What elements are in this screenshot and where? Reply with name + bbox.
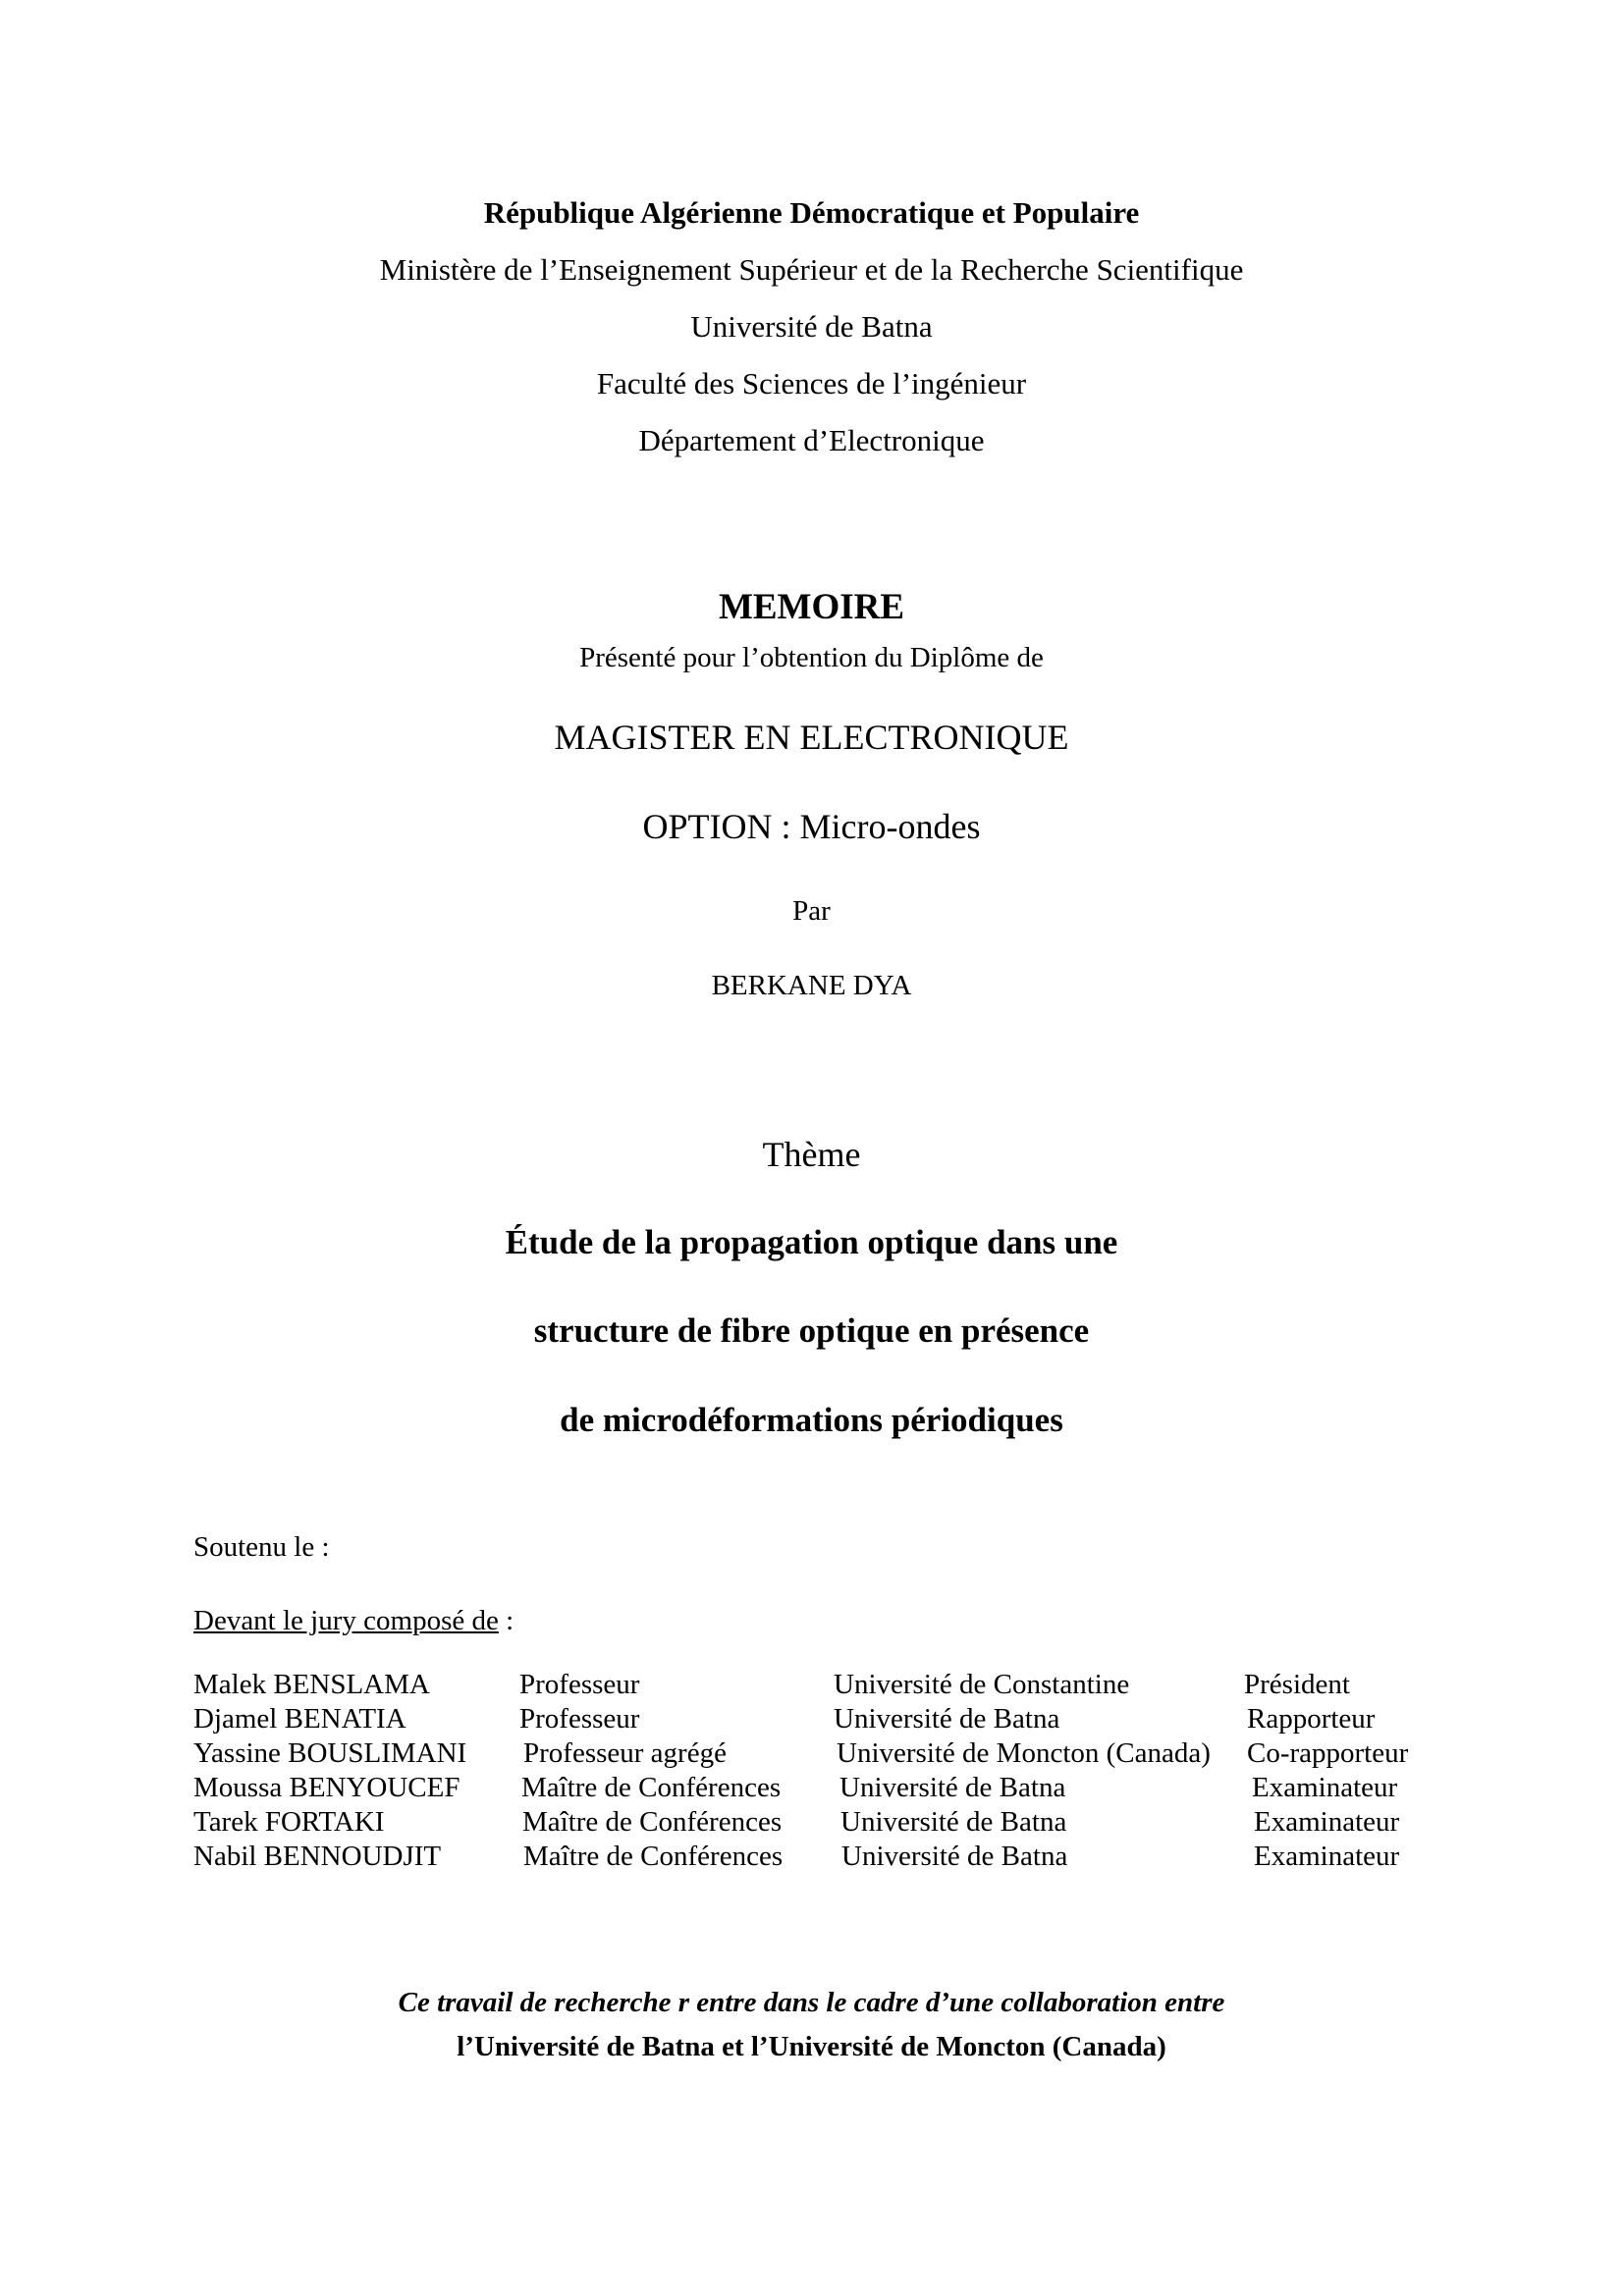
jury-title: Maître de Conférences	[522, 1806, 783, 1838]
university-line: Université de Batna	[690, 309, 933, 344]
defense-date-label: Soutenu le :	[193, 1531, 330, 1563]
jury-title: Professeur	[519, 1669, 640, 1700]
jury-name: Djamel BENATIA	[193, 1703, 406, 1735]
jury-title: Professeur agrégé	[523, 1737, 727, 1769]
republic-heading: République Algérienne Démocratique et Populaire	[483, 195, 1140, 230]
jury-name: Moussa BENYOUCEF	[193, 1772, 460, 1803]
jury-name: Tarek FORTAKI	[193, 1806, 385, 1838]
jury-role: Rapporteur	[1247, 1703, 1376, 1735]
jury-university: Université de Batna	[840, 1806, 1067, 1838]
jury-role: Examinateur	[1252, 1772, 1398, 1803]
theme-title-line-2: structure de fibre optique en présence	[533, 1311, 1090, 1350]
jury-role: Président	[1244, 1669, 1350, 1700]
by-label: Par	[792, 895, 831, 927]
memoire-title: MEMOIRE	[718, 587, 905, 627]
ministry-line: Ministère de l’Enseignement Supérieur et de la Recherche Scientifique	[379, 252, 1244, 287]
department-line: Département d’Electronique	[638, 423, 985, 457]
jury-role: Co-rapporteur	[1247, 1737, 1409, 1769]
jury-university: Université de Batna	[841, 1841, 1068, 1872]
author-name: BERKANE DYA	[711, 970, 912, 1001]
jury-title: Professeur	[519, 1703, 640, 1735]
jury-university: Université de Batna	[839, 1772, 1066, 1803]
theme-title-line-1: Étude de la propagation optique dans une	[505, 1223, 1118, 1261]
presented-line: Présenté pour l’obtention du Diplôme de	[579, 642, 1044, 673]
jury-title: Maître de Conférences	[521, 1772, 782, 1803]
jury-name: Yassine BOUSLIMANI	[193, 1737, 467, 1769]
jury-role: Examinateur	[1254, 1841, 1400, 1872]
jury-university: Université de Constantine	[834, 1669, 1130, 1700]
jury-label: Devant le jury composé de	[193, 1605, 499, 1636]
theme-title-line-3: de microdéformations périodiques	[560, 1401, 1063, 1439]
collaboration-note-line-2: l’Université de Batna et l’Université de Moncton (Canada)	[457, 2031, 1166, 2062]
jury-role: Examinateur	[1254, 1806, 1400, 1838]
jury-colon: :	[498, 1605, 514, 1636]
degree-line: MAGISTER EN ELECTRONIQUE	[554, 718, 1069, 757]
jury-name: Nabil BENNOUDJIT	[193, 1841, 442, 1872]
jury-name: Malek BENSLAMA	[193, 1669, 430, 1700]
option-line: OPTION : Micro-ondes	[642, 807, 981, 846]
theme-label: Thème	[762, 1135, 861, 1174]
jury-heading	[193, 1605, 514, 1637]
collaboration-note-line-1: Ce travail de recherche r entre dans le cadre d’une collaboration entre	[398, 1987, 1225, 2018]
jury-university: Université de Moncton (Canada)	[837, 1737, 1211, 1769]
jury-title: Maître de Conférences	[523, 1841, 784, 1872]
jury-university: Université de Batna	[834, 1703, 1060, 1735]
faculty-line: Faculté des Sciences de l’ingénieur	[596, 366, 1027, 400]
